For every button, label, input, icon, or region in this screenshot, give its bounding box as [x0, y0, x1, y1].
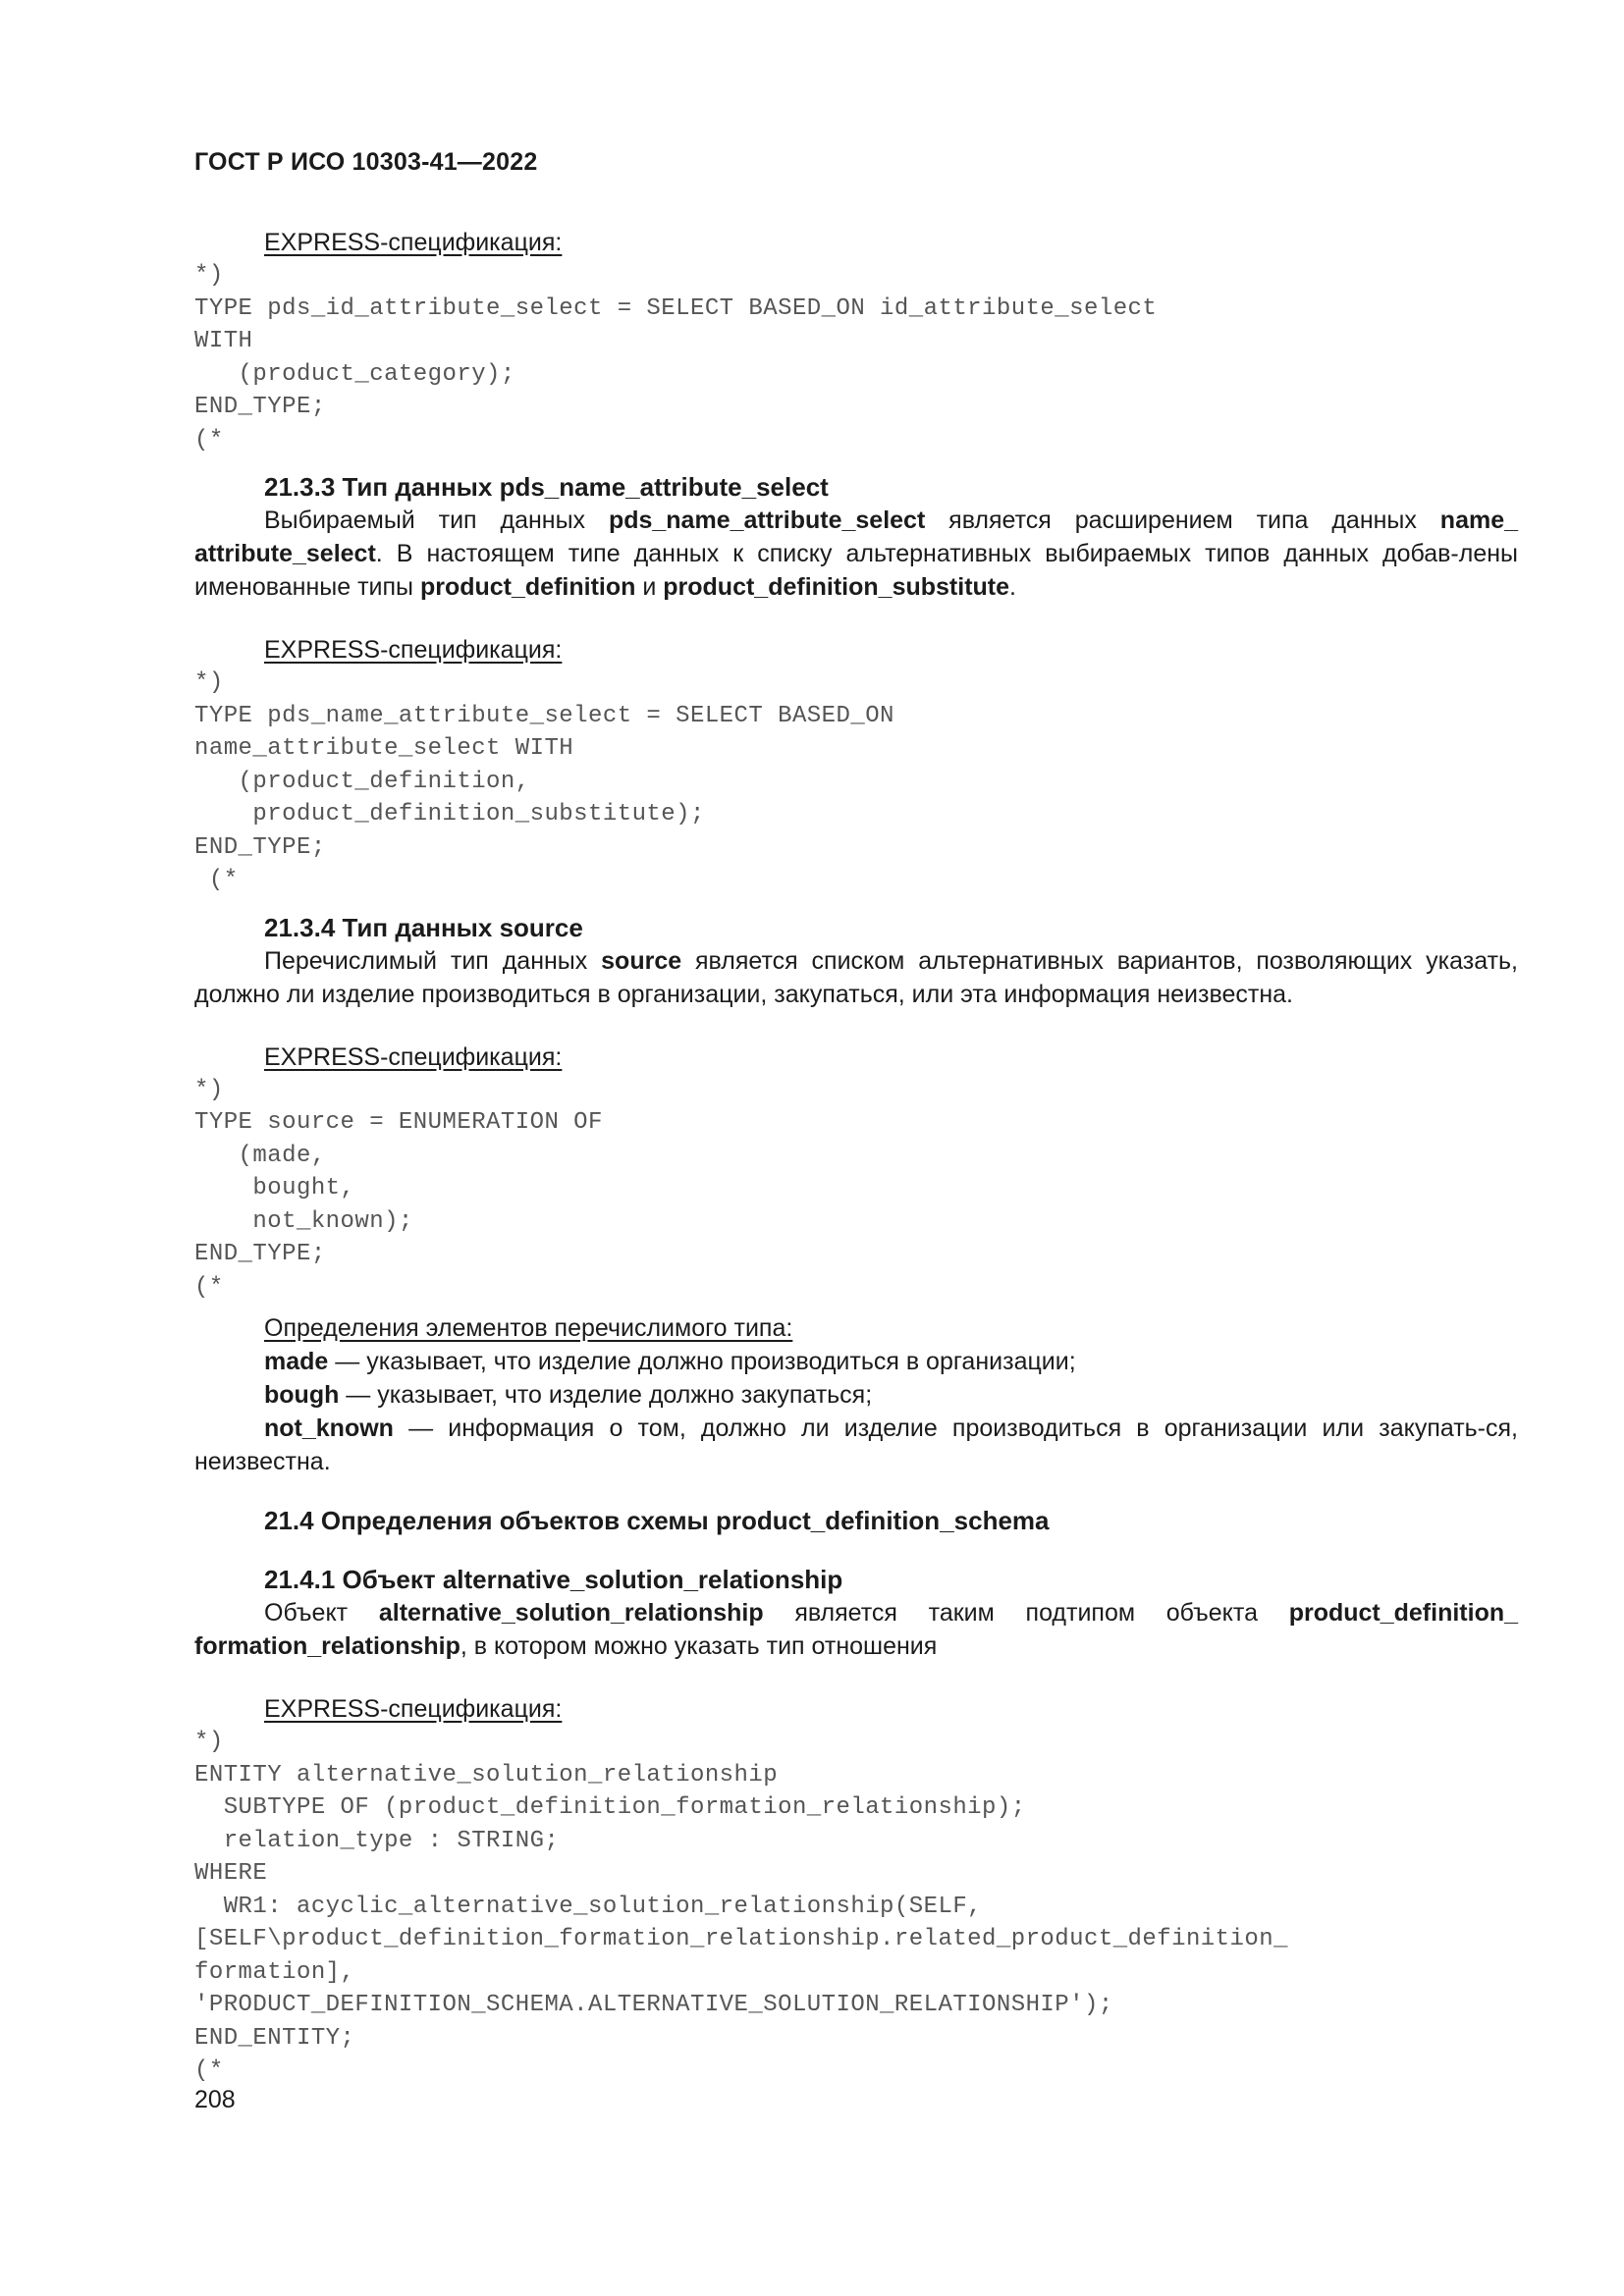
paragraph-21-3-3 — [194, 504, 1518, 604]
para-term: name_ attribute_select — [194, 507, 1519, 567]
definition-term: not_known — [264, 1415, 394, 1442]
para-term: pds_name_attribute_select — [608, 507, 926, 534]
spacer — [194, 1011, 1518, 1041]
spacer — [194, 1663, 1518, 1692]
definition-text: — указывает, что изделие должно производиться в организации; — [328, 1348, 1076, 1375]
page-content — [194, 145, 1518, 2088]
enumeration-definitions-title: Определения элементов перечислимого типа: — [264, 1314, 793, 1342]
definition-made — [194, 1345, 1518, 1378]
para-text: Объект — [264, 1599, 379, 1627]
express-spec-label-2: EXPRESS-спецификация: — [264, 636, 563, 664]
para-text: является расширением типа данных — [925, 507, 1440, 534]
section-title-21-3-3: 21.3.3 Тип данных pds_name_attribute_select — [264, 472, 829, 502]
paragraph-21-3-4 — [194, 944, 1518, 1011]
express-spec-label-3: EXPRESS-спецификация: — [264, 1042, 563, 1071]
para-term: product_definition_ formation_relationship — [194, 1599, 1519, 1660]
paragraph-21-4-1 — [194, 1596, 1518, 1663]
para-text: является таким подтипом объекта — [763, 1599, 1289, 1627]
para-text: является списком альтернативных вариантов, позволяющих указать, должно ли изделие производиться в организации, закупаться, или эта информация неизвестна. — [194, 946, 1518, 1008]
para-text: . В настоящем типе данных к списку альтернативных выбираемых типов данных добав-лены именованные типы — [194, 540, 1518, 601]
para-term: alternative_solution_relationship — [378, 1599, 764, 1627]
definition-text: — информация о том, должно ли изделие производиться в организации или закупать-ся, неизвестна. — [194, 1415, 1518, 1475]
definition-text: — указывает, что изделие должно закупаться; — [339, 1381, 873, 1409]
code-block-pds-name-attribute-select: *) TYPE pds_name_attribute_select = SELECT BASED_ON name_attribute_select WITH (product_definition, product_definition_substitute); END_TYPE; (* — [194, 669, 894, 893]
definition-term: bough — [264, 1381, 340, 1409]
section-title-21-4-1: 21.4.1 Объект alternative_solution_relationship — [264, 1565, 843, 1594]
express-spec-label-4: EXPRESS-спецификация: — [264, 1695, 563, 1723]
para-text: и — [635, 573, 664, 601]
spacer — [194, 604, 1518, 633]
para-text: Выбираемый тип данных — [264, 507, 609, 534]
section-title-21-4: 21.4 Определения объектов схемы product_definition_schema — [264, 1506, 1050, 1535]
definition-term: made — [264, 1348, 329, 1375]
para-term: product_definition — [419, 573, 636, 601]
definition-not-known — [194, 1412, 1518, 1478]
code-block-alternative-solution-relationship: *) ENTITY alternative_solution_relationship SUBTYPE OF (product_definition_formation_relationship); relation_type : STRING; WHERE WR1: acyclic_alternative_solution_relationship(SELF, [SELF\product_definition_formation_relationship.related_product_definition_ formation], 'PRODUCT_DEFINITION_SCHEMA.ALTERNATIVE_SOLUTION_RELATIONSHIP'); END_ENTITY; (* — [194, 1729, 1288, 2084]
para-text: , в котором можно указать тип отношения — [460, 1632, 938, 1660]
page-number: 208 — [194, 2086, 236, 2113]
para-text: Перечислимый тип данных — [264, 946, 602, 975]
code-block-source-enumeration: *) TYPE source = ENUMERATION OF (made, bought, not_known); END_TYPE; (* — [194, 1076, 603, 1301]
para-term: source — [601, 946, 682, 975]
para-term: product_definition_substitute — [663, 573, 1010, 601]
document-header: ГОСТ Р ИСО 10303-41—2022 — [194, 148, 538, 176]
para-text: . — [1009, 573, 1016, 601]
section-title-21-3-4: 21.3.4 Тип данных source — [264, 912, 583, 942]
definition-bough — [194, 1378, 1518, 1412]
code-block-pds-id-attribute-select: *) TYPE pds_id_attribute_select = SELECT BASED_ON id_attribute_select WITH (product_category); END_TYPE; (* — [194, 262, 1158, 454]
express-spec-label-1: EXPRESS-спецификация: — [264, 229, 563, 256]
